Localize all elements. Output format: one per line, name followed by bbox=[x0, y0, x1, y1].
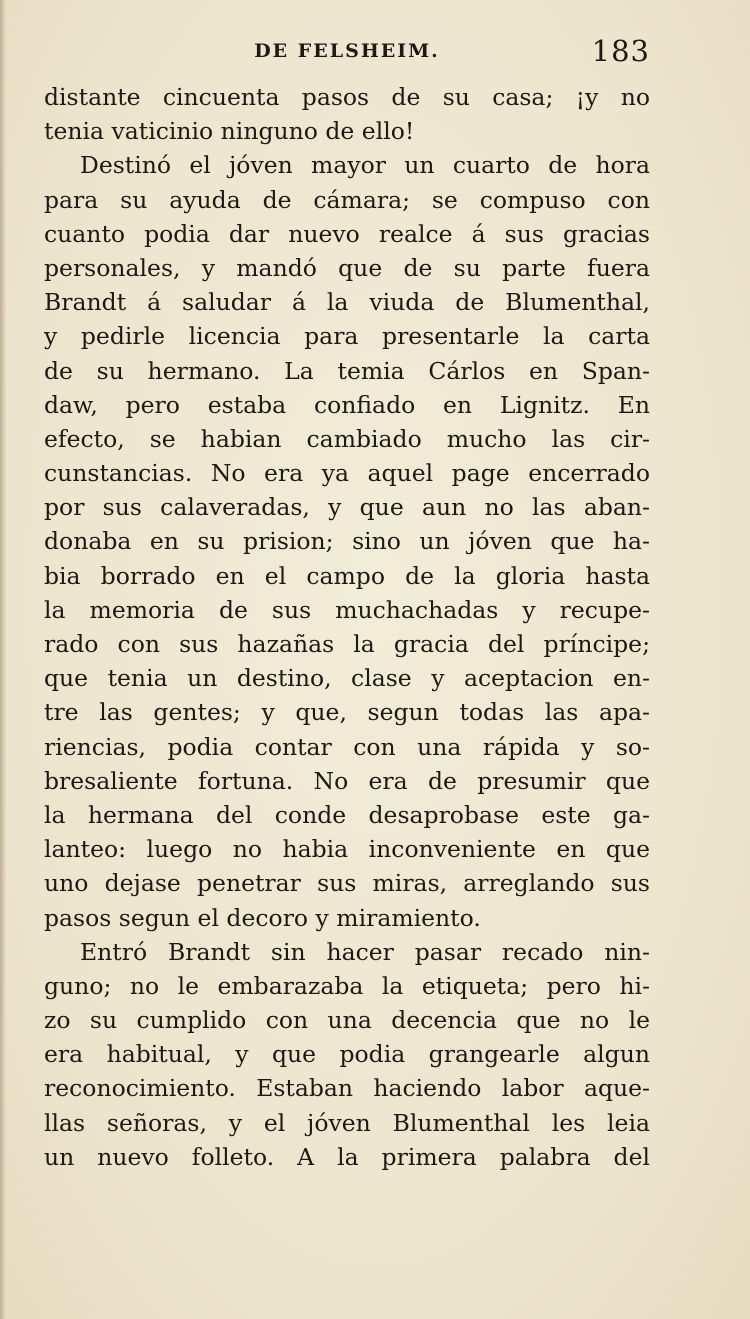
text-line: Destinó el jóven mayor un cuarto de hora bbox=[80, 151, 650, 180]
text-line: por sus calaveradas, y que aun no las aban- bbox=[44, 493, 650, 522]
text-line: cunstancias. No era ya aquel page encerrado bbox=[44, 459, 650, 488]
text-line: rado con sus hazañas la gracia del príncipe; bbox=[44, 630, 650, 658]
text-line: Entró Brandt sin hacer pasar recado nin- bbox=[80, 937, 650, 966]
text-line: un nuevo folleto. A la primera palabra del bbox=[44, 1142, 650, 1171]
running-title: DE FELSHEIM. bbox=[254, 40, 440, 62]
text-line: tre las gentes; y que, segun todas las apa- bbox=[44, 698, 650, 727]
page-edge-shadow bbox=[0, 0, 6, 1319]
text-line: uno dejase penetrar sus miras, arreglando sus bbox=[44, 869, 650, 898]
text-line: reconocimiento. Estaban haciendo labor aque- bbox=[44, 1074, 650, 1103]
text-line: guno; no le embarazaba la etiqueta; pero hi- bbox=[44, 971, 650, 1000]
text-line: donaba en su prision; sino un jóven que ha- bbox=[44, 527, 650, 556]
text-line: Brandt á saludar á la viuda de Blumenthal, bbox=[44, 288, 650, 317]
text-line: que tenia un destino, clase y aceptacion en- bbox=[44, 664, 650, 693]
text-line: lanteo: luego no habia inconveniente en que bbox=[44, 835, 650, 864]
page-number: 183 bbox=[591, 34, 650, 68]
text-line: distante cincuenta pasos de su casa; ¡y no bbox=[44, 83, 650, 111]
text-line: tenia vaticinio ninguno de ello! bbox=[44, 117, 415, 146]
text-line: daw, pero estaba confiado en Lignitz. En bbox=[44, 390, 650, 419]
text-line: era habitual, y que podia grangearle algun bbox=[44, 1040, 650, 1069]
text-line: la hermana del conde desaprobase este ga- bbox=[44, 800, 650, 829]
text-line: bia borrado en el campo de la gloria hasta bbox=[44, 561, 650, 590]
text-line: zo su cumplido con una decencia que no le bbox=[44, 1006, 650, 1035]
text-line: llas señoras, y el jóven Blumenthal les leia bbox=[44, 1108, 650, 1137]
running-head bbox=[44, 36, 650, 76]
text-line: efecto, se habian cambiado mucho las cir- bbox=[44, 424, 650, 453]
text-line: personales, y mandó que de su parte fuera bbox=[44, 253, 650, 282]
text-line: de su hermano. La temia Cárlos en Span- bbox=[44, 356, 650, 385]
text-line: cuanto podia dar nuevo realce á sus gracias bbox=[44, 219, 650, 248]
text-line: riencias, podia contar con una rápida y so- bbox=[44, 732, 650, 761]
text-line: la memoria de sus muchachadas y recupe- bbox=[44, 595, 650, 624]
text-line: pasos segun el decoro y miramiento. bbox=[44, 903, 481, 932]
body-text bbox=[44, 80, 650, 1174]
text-line: bresaliente fortuna. No era de presumir que bbox=[44, 766, 650, 795]
text-line: y pedirle licencia para presentarle la carta bbox=[44, 322, 650, 351]
text-line: para su ayuda de cámara; se compuso con bbox=[44, 185, 650, 214]
